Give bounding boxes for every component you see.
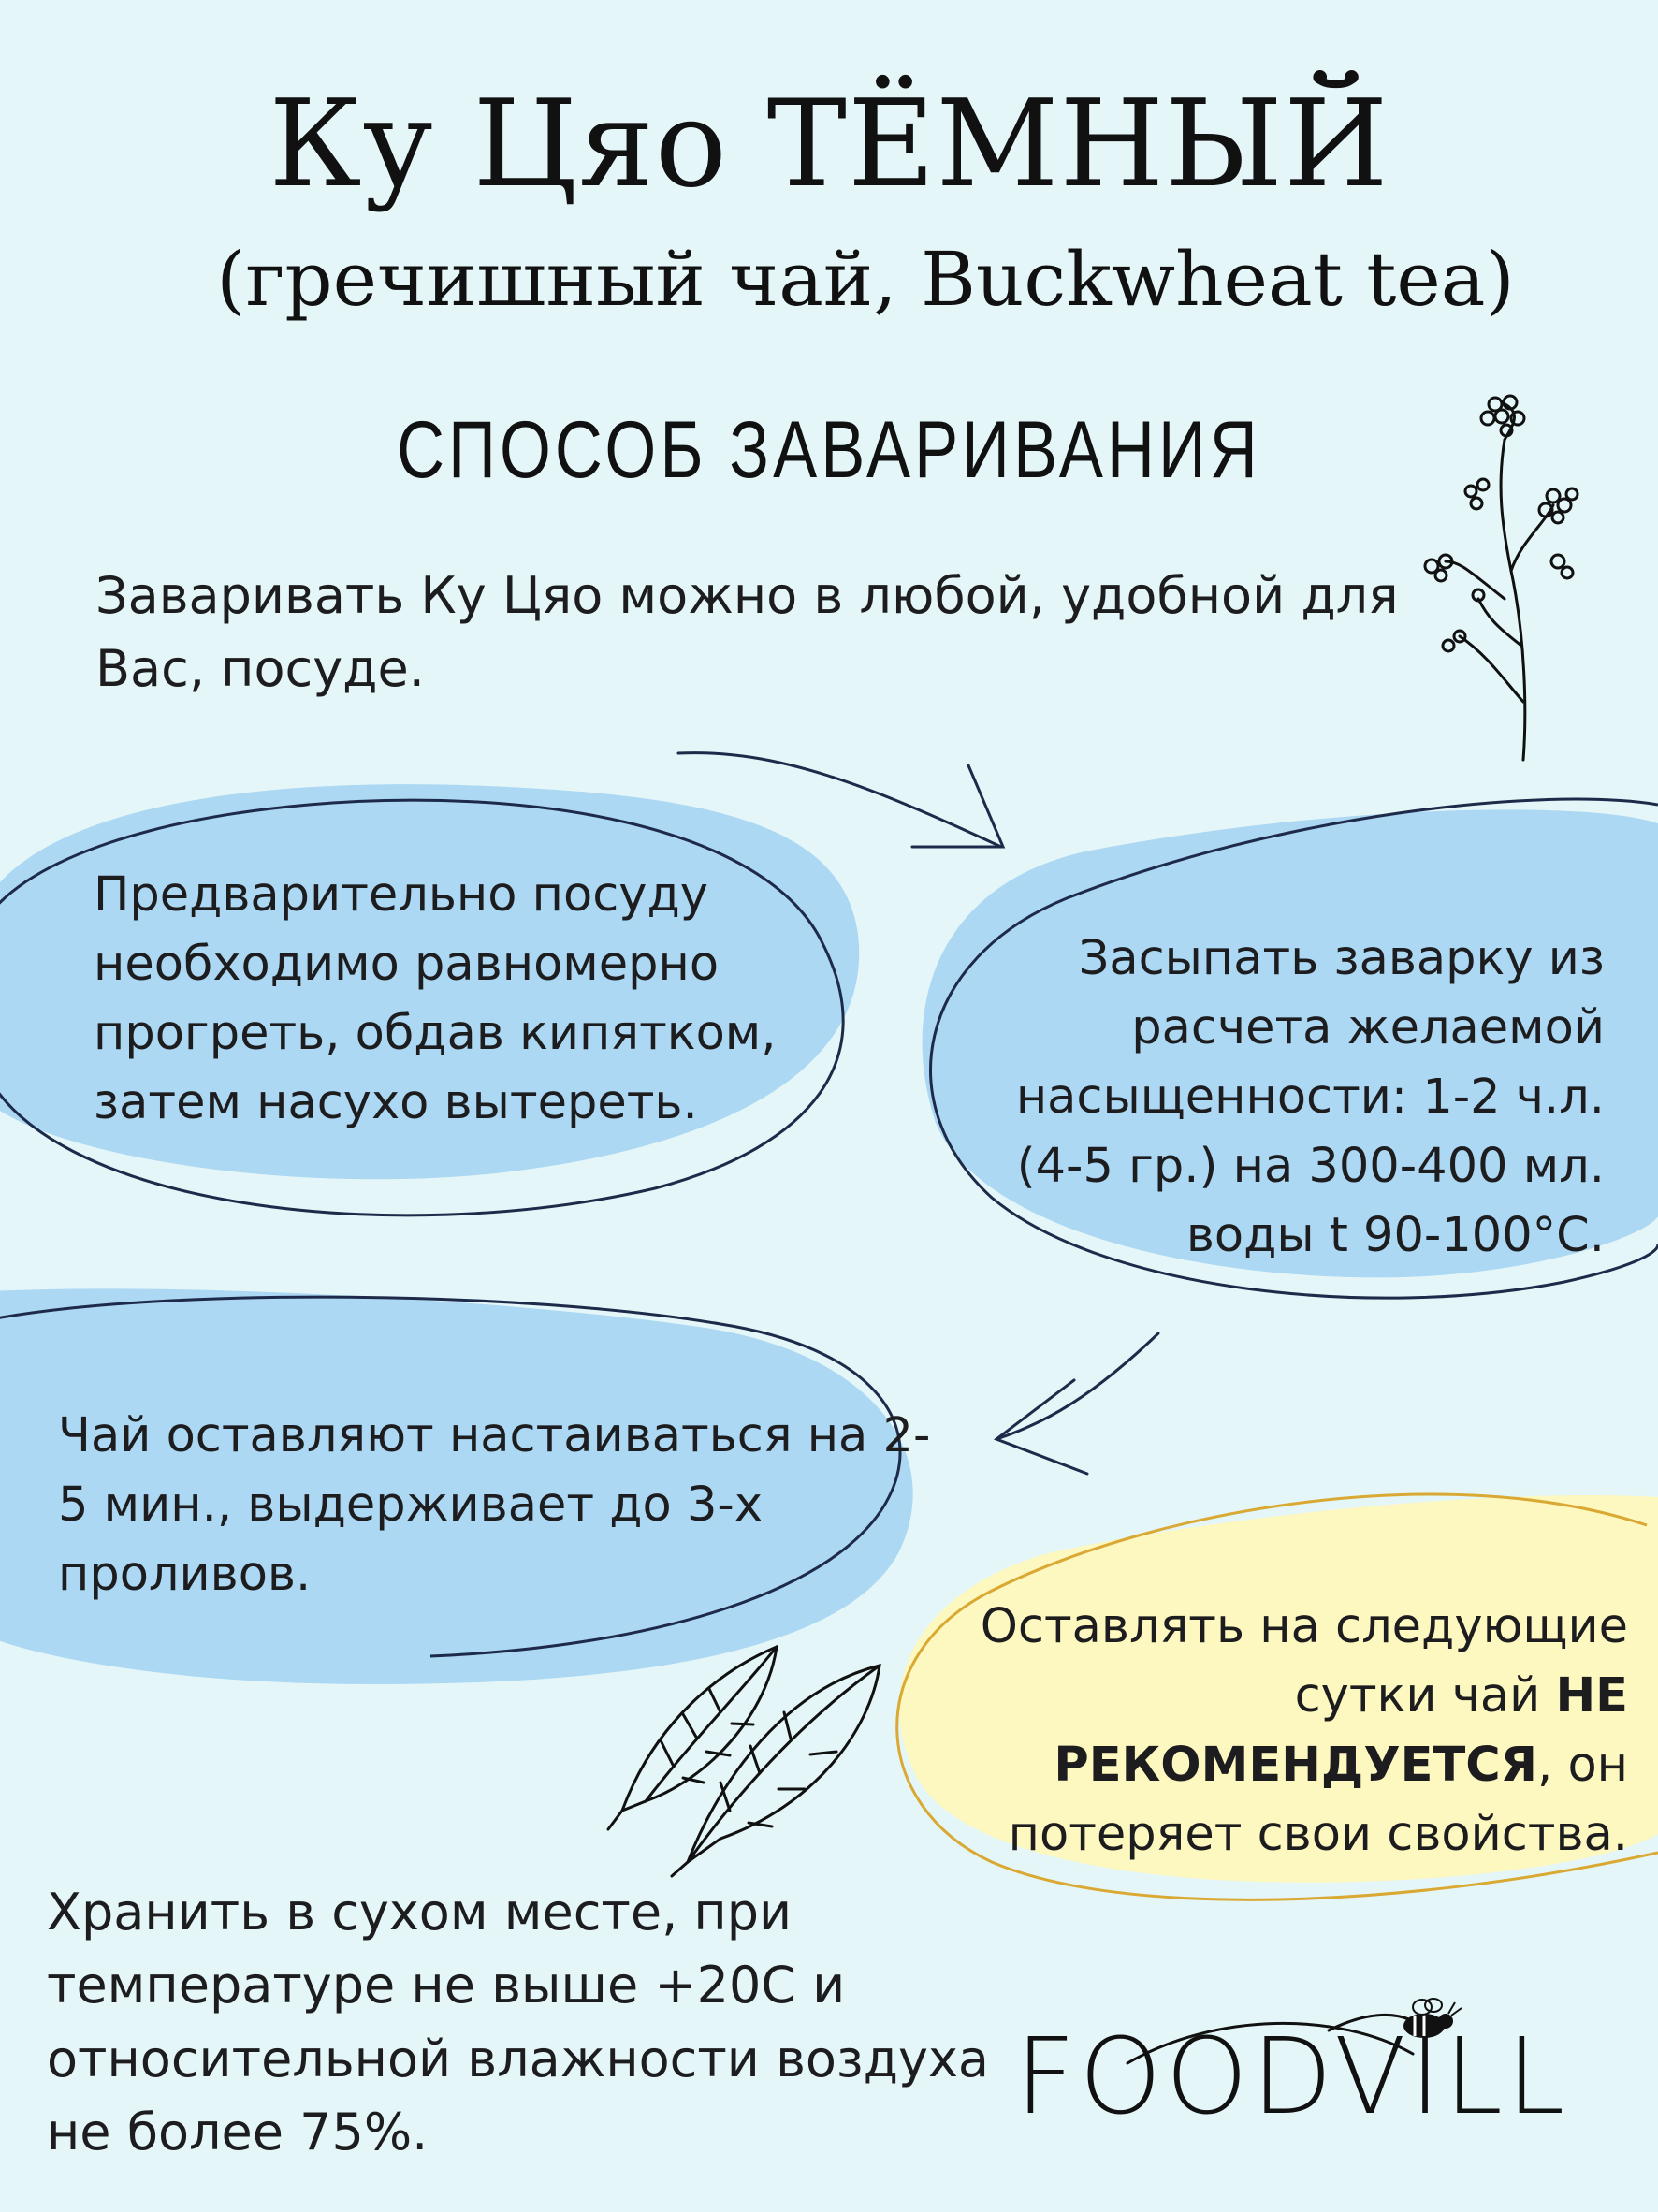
page-title: Ку Цяо ТЁМНЫЙ [269, 75, 1389, 214]
step-4-text-before: Оставлять на следующие сутки чай [980, 1599, 1628, 1724]
section-heading: СПОСОБ ЗАВАРИВАНИЯ [397, 405, 1261, 495]
step-2-text: Засыпать заварку из расчета желаемой насыщенности: 1-2 ч.л. (4-5 гр.) на 300-400 мл. воды t 90-100°С. [1015, 931, 1605, 1263]
arrow-left-icon [996, 1333, 1158, 1474]
step-4-warning: НЕ РЕКОМЕНДУЕТСЯ [1054, 1667, 1628, 1793]
page-subtitle: (гречишный чай, Buckwheat tea) [216, 236, 1515, 323]
leaves-icon [608, 1647, 880, 1876]
step-3-text: Чай оставляют настаиваться на 2-5 мин., выдерживает до 3-х проливов. [58, 1408, 931, 1602]
step-4-text-after: , он потеряет свои свойства. [1008, 1737, 1628, 1862]
intro-text: Заваривать Ку Цяо можно в любой, удобной для Вас, посуде. [95, 566, 1399, 699]
brand-logo: FOODVILL [1015, 2016, 1569, 2138]
storage-text: Хранить в сухом месте, при температуре не выше +20С и относительной влажности воздуха не более 75%. [47, 1883, 989, 2161]
step-1-text: Предварительно посуду необходимо равномерно прогреть, обдав кипятком, затем насухо вытереть. [94, 867, 777, 1130]
step-4-text [945, 1593, 1628, 1870]
